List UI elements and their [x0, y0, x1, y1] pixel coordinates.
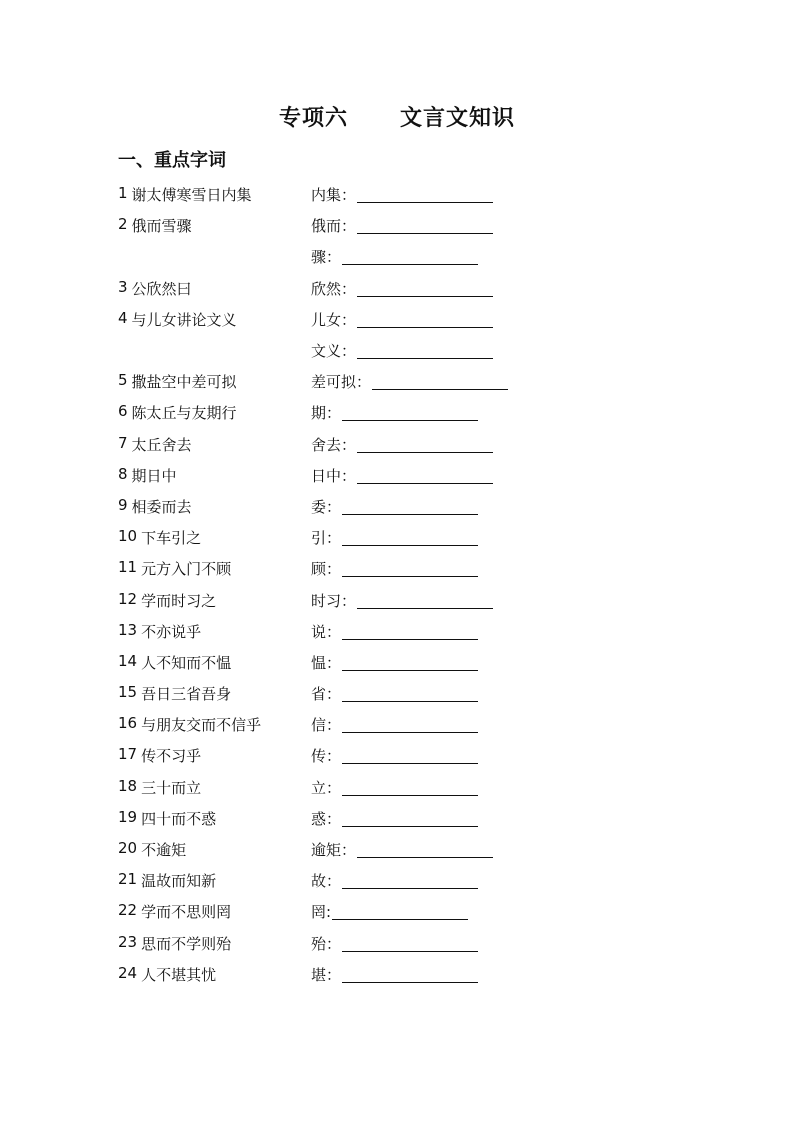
answer-cell [311, 808, 478, 829]
answer-blank[interactable] [342, 685, 478, 702]
phrase-cell [118, 590, 311, 611]
phrase-text: 太丘舍去 [131, 435, 192, 454]
answer-cell [311, 215, 493, 236]
answer-blank[interactable] [372, 373, 508, 390]
phrase-cell [118, 870, 311, 891]
phrase-cell [118, 933, 311, 954]
phrase-cell [118, 558, 311, 579]
phrase-cell [118, 465, 311, 486]
vocab-row [118, 304, 678, 335]
answer-blank[interactable] [342, 560, 478, 577]
answer-cell [311, 933, 478, 954]
answer-cell [311, 590, 493, 611]
item-number: 16 [118, 714, 138, 733]
vocab-row [118, 740, 678, 771]
phrase-cell [118, 808, 311, 829]
item-number: 14 [118, 651, 138, 670]
vocab-row [118, 429, 678, 460]
answer-blank[interactable] [357, 841, 493, 858]
answer-label: 罔: [311, 903, 332, 922]
vocab-row [118, 491, 678, 522]
answer-blank[interactable] [342, 404, 478, 421]
answer-cell [311, 465, 493, 486]
vocab-row [118, 709, 678, 740]
answer-cell [311, 278, 493, 299]
phrase-text: 学而时习之 [141, 591, 217, 610]
answer-label: 欣然： [311, 279, 357, 298]
phrase-cell [118, 777, 311, 798]
vocab-row [118, 397, 678, 428]
answer-blank[interactable] [342, 654, 478, 671]
answer-blank[interactable] [342, 498, 478, 515]
answer-blank[interactable] [357, 186, 493, 203]
vocab-row [118, 584, 678, 615]
answer-blank[interactable] [342, 966, 478, 983]
phrase-text: 元方入门不顾 [141, 560, 232, 579]
vocab-row [118, 678, 678, 709]
answer-label: 骤： [311, 248, 342, 267]
answer-cell [311, 621, 478, 642]
answer-label: 时习： [311, 591, 357, 610]
answer-label: 信： [311, 716, 342, 735]
answer-label: 文义： [311, 342, 357, 361]
item-number: 11 [118, 558, 138, 577]
phrase-text: 思而不学则殆 [141, 934, 232, 953]
answer-label: 立： [311, 778, 342, 797]
answer-blank[interactable] [342, 248, 478, 265]
item-number: 9 [118, 495, 128, 514]
answer-blank[interactable] [357, 342, 493, 359]
phrase-cell [118, 402, 311, 423]
phrase-text: 三十而立 [141, 778, 202, 797]
item-number: 2 [118, 215, 128, 234]
item-number: 7 [118, 433, 128, 452]
answer-blank[interactable] [342, 810, 478, 827]
answer-cell [311, 964, 478, 985]
answer-blank[interactable] [342, 779, 478, 796]
answer-label: 儿女： [311, 310, 357, 329]
phrase-cell [118, 839, 311, 860]
phrase-cell [118, 309, 311, 330]
vocab-row [118, 772, 678, 803]
vocab-row [118, 803, 678, 834]
answer-blank[interactable] [357, 592, 493, 609]
answer-blank[interactable] [357, 467, 493, 484]
vocab-row [118, 273, 678, 304]
item-number: 1 [118, 184, 128, 203]
phrase-cell [118, 434, 311, 455]
answer-label: 舍去： [311, 435, 357, 454]
answer-blank[interactable] [342, 529, 478, 546]
item-number: 8 [118, 464, 128, 483]
answer-cell [311, 309, 493, 330]
phrase-text: 不亦说乎 [141, 622, 202, 641]
answer-blank[interactable] [357, 217, 493, 234]
answer-label: 委： [311, 497, 342, 516]
answer-blank[interactable] [332, 903, 468, 920]
answer-blank[interactable] [342, 935, 478, 952]
answer-cell [311, 839, 493, 860]
item-number: 20 [118, 839, 138, 858]
answer-label: 俄而： [311, 217, 357, 236]
answer-blank[interactable] [357, 280, 493, 297]
answer-label: 顾： [311, 560, 342, 579]
vocab-row [118, 896, 678, 927]
answer-blank[interactable] [342, 747, 478, 764]
answer-cell [311, 745, 478, 766]
phrase-cell [118, 278, 311, 299]
vocab-row [118, 366, 678, 397]
item-number: 10 [118, 527, 138, 546]
phrase-text: 不逾矩 [141, 841, 187, 860]
phrase-text: 人不知而不愠 [141, 653, 232, 672]
vocab-row [118, 241, 678, 272]
phrase-text: 温故而知新 [141, 872, 217, 891]
phrase-text: 传不习乎 [141, 747, 202, 766]
answer-label: 省： [311, 685, 342, 704]
vocab-row [118, 179, 678, 210]
item-number: 12 [118, 589, 138, 608]
answer-cell [311, 652, 478, 673]
item-number: 22 [118, 901, 138, 920]
phrase-text: 撒盐空中差可拟 [131, 373, 237, 392]
phrase-cell [118, 496, 311, 517]
vocab-row [118, 460, 678, 491]
answer-blank[interactable] [342, 623, 478, 640]
phrase-cell [118, 621, 311, 642]
phrase-text: 人不堪其忧 [141, 965, 217, 984]
phrase-text: 公欣然曰 [131, 279, 192, 298]
item-number: 13 [118, 620, 138, 639]
answer-label: 引： [311, 529, 342, 548]
answer-blank[interactable] [342, 872, 478, 889]
answer-cell [311, 777, 478, 798]
vocab-row [118, 522, 678, 553]
answer-cell [311, 714, 478, 735]
answer-blank[interactable] [357, 436, 493, 453]
answer-cell [311, 558, 478, 579]
answer-label: 殆： [311, 934, 342, 953]
answer-cell [311, 246, 478, 267]
phrase-cell [118, 901, 311, 922]
vocab-row [118, 553, 678, 584]
phrase-cell [118, 683, 311, 704]
vocab-row [118, 210, 678, 241]
answer-label: 差可拟： [311, 373, 372, 392]
item-number: 15 [118, 683, 138, 702]
answer-cell [311, 901, 468, 922]
answer-cell [311, 371, 508, 392]
phrase-cell [118, 714, 311, 735]
answer-cell [311, 496, 478, 517]
phrase-cell [118, 371, 311, 392]
answer-label: 愠： [311, 653, 342, 672]
vocab-row [118, 959, 678, 990]
phrase-cell [118, 964, 311, 985]
vocab-row [118, 335, 678, 366]
answer-label: 日中： [311, 466, 357, 485]
answer-cell [311, 434, 493, 455]
phrase-text: 四十而不惑 [141, 809, 217, 828]
answer-label: 说： [311, 622, 342, 641]
vocab-row [118, 865, 678, 896]
answer-label: 内集： [311, 186, 357, 205]
phrase-cell [118, 527, 311, 548]
answer-cell [311, 683, 478, 704]
answer-label: 传： [311, 747, 342, 766]
answer-cell [311, 184, 493, 205]
answer-blank[interactable] [357, 311, 493, 328]
phrase-cell [118, 745, 311, 766]
phrase-text: 期日中 [131, 466, 177, 485]
phrase-text: 陈太丘与友期行 [131, 404, 237, 423]
phrase-text: 谢太傅寒雪日内集 [131, 186, 252, 205]
answer-cell [311, 870, 478, 891]
vocab-row [118, 834, 678, 865]
item-number: 18 [118, 776, 138, 795]
phrase-text: 学而不思则罔 [141, 903, 232, 922]
answer-blank[interactable] [342, 716, 478, 733]
phrase-cell [118, 215, 311, 236]
phrase-cell [118, 652, 311, 673]
vocab-row [118, 616, 678, 647]
phrase-text: 相委而去 [131, 497, 192, 516]
item-number: 6 [118, 402, 128, 421]
phrase-text: 俄而雪骤 [131, 217, 192, 236]
section-heading: 一、重点字词 [118, 150, 226, 171]
item-number: 24 [118, 963, 138, 982]
answer-label: 故： [311, 872, 342, 891]
answer-cell [311, 527, 478, 548]
item-number: 19 [118, 807, 138, 826]
vocab-list [118, 179, 678, 990]
answer-cell [311, 340, 493, 361]
item-number: 23 [118, 932, 138, 951]
phrase-text: 吾日三省吾身 [141, 685, 232, 704]
item-number: 21 [118, 870, 138, 889]
phrase-text: 与儿女讲论文义 [131, 310, 237, 329]
vocab-row [118, 928, 678, 959]
item-number: 4 [118, 308, 128, 327]
answer-label: 堪： [311, 965, 342, 984]
item-number: 17 [118, 745, 138, 764]
phrase-text: 下车引之 [141, 529, 202, 548]
phrase-text: 与朋友交而不信乎 [141, 716, 262, 735]
page-title: 专项六 文言文知识 [279, 106, 515, 131]
vocab-row [118, 647, 678, 678]
phrase-cell [118, 184, 311, 205]
answer-label: 惑： [311, 809, 342, 828]
item-number: 5 [118, 371, 128, 390]
answer-label: 期： [311, 404, 342, 423]
answer-cell [311, 402, 478, 423]
item-number: 3 [118, 277, 128, 296]
answer-label: 逾矩： [311, 841, 357, 860]
